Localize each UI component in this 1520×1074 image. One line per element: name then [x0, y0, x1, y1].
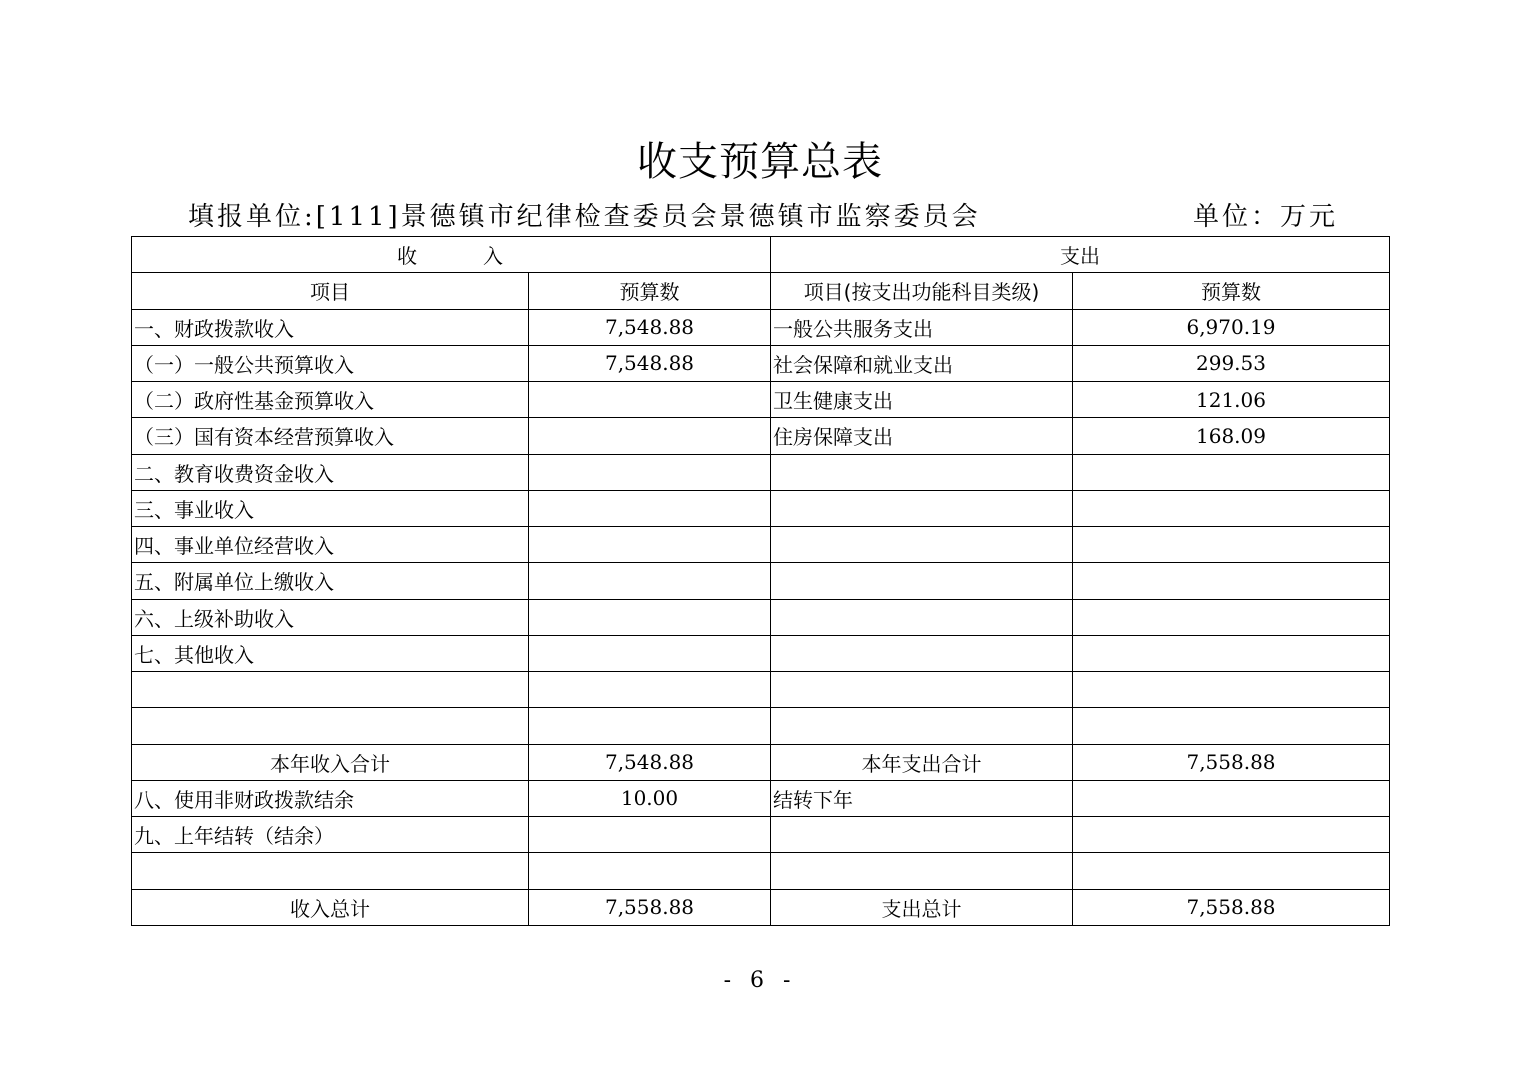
income-item-cell: （一）一般公共预算收入 [132, 345, 529, 381]
table-row [132, 418, 1390, 454]
budget-summary-table [131, 236, 1390, 926]
income-budget-cell [529, 527, 771, 563]
table-row [132, 599, 1390, 635]
expense-budget-cell: 7,558.88 [1073, 889, 1390, 925]
expense-budget-cell [1073, 780, 1390, 816]
table-row [132, 780, 1390, 816]
income-budget-cell [529, 817, 771, 853]
currency-unit: 单位：万元 [1192, 202, 1338, 232]
page-title: 收支预算总表 [637, 139, 883, 185]
table-row [132, 853, 1390, 889]
table-row [132, 527, 1390, 563]
income-group-header [132, 237, 771, 273]
income-item-cell: 三、事业收入 [132, 490, 529, 526]
income-item-cell: 七、其他收入 [132, 635, 529, 671]
income-budget-cell: 7,548.88 [529, 309, 771, 345]
expense-budget-cell [1073, 490, 1390, 526]
table-row [132, 309, 1390, 345]
expense-budget-cell [1073, 817, 1390, 853]
income-item-cell: （二）政府性基金预算收入 [132, 382, 529, 418]
expense-budget-cell [1073, 708, 1390, 744]
expense-item-cell [771, 853, 1073, 889]
table-row [132, 744, 1390, 780]
expense-group-header: 支出 [771, 237, 1390, 273]
income-item-cell: 九、上年结转（结余） [132, 817, 529, 853]
table-row [132, 635, 1390, 671]
income-budget-cell: 7,548.88 [529, 345, 771, 381]
expense-item-cell [771, 454, 1073, 490]
col-header-expense-budget: 预算数 [1073, 273, 1390, 309]
income-item-cell: 收入总计 [132, 889, 529, 925]
income-budget-cell [529, 454, 771, 490]
expense-budget-cell: 168.09 [1073, 418, 1390, 454]
header-row-groups [132, 237, 1390, 273]
expense-item-cell: 卫生健康支出 [771, 382, 1073, 418]
table-row [132, 672, 1390, 708]
table-row [132, 454, 1390, 490]
expense-item-cell [771, 817, 1073, 853]
expense-item-cell [771, 527, 1073, 563]
expense-budget-cell: 7,558.88 [1073, 744, 1390, 780]
expense-budget-cell [1073, 599, 1390, 635]
expense-item-cell [771, 635, 1073, 671]
table-row [132, 382, 1390, 418]
income-item-cell: 四、事业单位经营收入 [132, 527, 529, 563]
expense-item-cell [771, 490, 1073, 526]
expense-budget-cell [1073, 853, 1390, 889]
expense-item-cell: 社会保障和就业支出 [771, 345, 1073, 381]
income-budget-cell [529, 382, 771, 418]
income-item-cell [132, 708, 529, 744]
income-budget-cell [529, 599, 771, 635]
table-row [132, 708, 1390, 744]
income-header-char-2: 入 [483, 244, 505, 269]
income-item-cell: 八、使用非财政拨款结余 [132, 780, 529, 816]
expense-budget-cell [1073, 563, 1390, 599]
table-row [132, 889, 1390, 925]
expense-item-cell: 本年支出合计 [771, 744, 1073, 780]
income-budget-cell: 7,558.88 [529, 889, 771, 925]
col-header-expense-item: 项目(按支出功能科目类级) [771, 273, 1073, 309]
table-row [132, 817, 1390, 853]
expense-item-cell [771, 672, 1073, 708]
page-number: - 6 - [723, 968, 797, 993]
expense-budget-cell: 121.06 [1073, 382, 1390, 418]
table-body [132, 237, 1390, 926]
expense-item-cell: 住房保障支出 [771, 418, 1073, 454]
table-row [132, 563, 1390, 599]
income-budget-cell [529, 563, 771, 599]
reporting-unit: 填报单位:[111]景德镇市纪律检查委员会景德镇市监察委员会 [188, 202, 981, 232]
income-budget-cell [529, 490, 771, 526]
income-item-cell: 六、上级补助收入 [132, 599, 529, 635]
table-row [132, 345, 1390, 381]
expense-item-cell: 结转下年 [771, 780, 1073, 816]
header-row-columns [132, 273, 1390, 309]
expense-budget-cell [1073, 527, 1390, 563]
income-budget-cell [529, 635, 771, 671]
income-item-cell: 本年收入合计 [132, 744, 529, 780]
expense-budget-cell: 299.53 [1073, 345, 1390, 381]
col-header-income-item: 项目 [132, 273, 529, 309]
income-budget-cell [529, 672, 771, 708]
income-item-cell: 二、教育收费资金收入 [132, 454, 529, 490]
income-item-cell [132, 853, 529, 889]
expense-item-cell [771, 708, 1073, 744]
col-header-income-budget: 预算数 [529, 273, 771, 309]
income-header-char-1: 收 [397, 244, 419, 269]
income-budget-cell [529, 853, 771, 889]
income-budget-cell: 10.00 [529, 780, 771, 816]
income-item-cell: 一、财政拨款收入 [132, 309, 529, 345]
expense-budget-cell [1073, 454, 1390, 490]
expense-budget-cell [1073, 635, 1390, 671]
income-item-cell: （三）国有资本经营预算收入 [132, 418, 529, 454]
expense-item-cell: 一般公共服务支出 [771, 309, 1073, 345]
expense-item-cell: 支出总计 [771, 889, 1073, 925]
income-budget-cell [529, 708, 771, 744]
income-budget-cell [529, 418, 771, 454]
expense-budget-cell: 6,970.19 [1073, 309, 1390, 345]
income-budget-cell: 7,548.88 [529, 744, 771, 780]
table-row [132, 490, 1390, 526]
income-item-cell: 五、附属单位上缴收入 [132, 563, 529, 599]
income-item-cell [132, 672, 529, 708]
expense-item-cell [771, 563, 1073, 599]
expense-budget-cell [1073, 672, 1390, 708]
expense-item-cell [771, 599, 1073, 635]
